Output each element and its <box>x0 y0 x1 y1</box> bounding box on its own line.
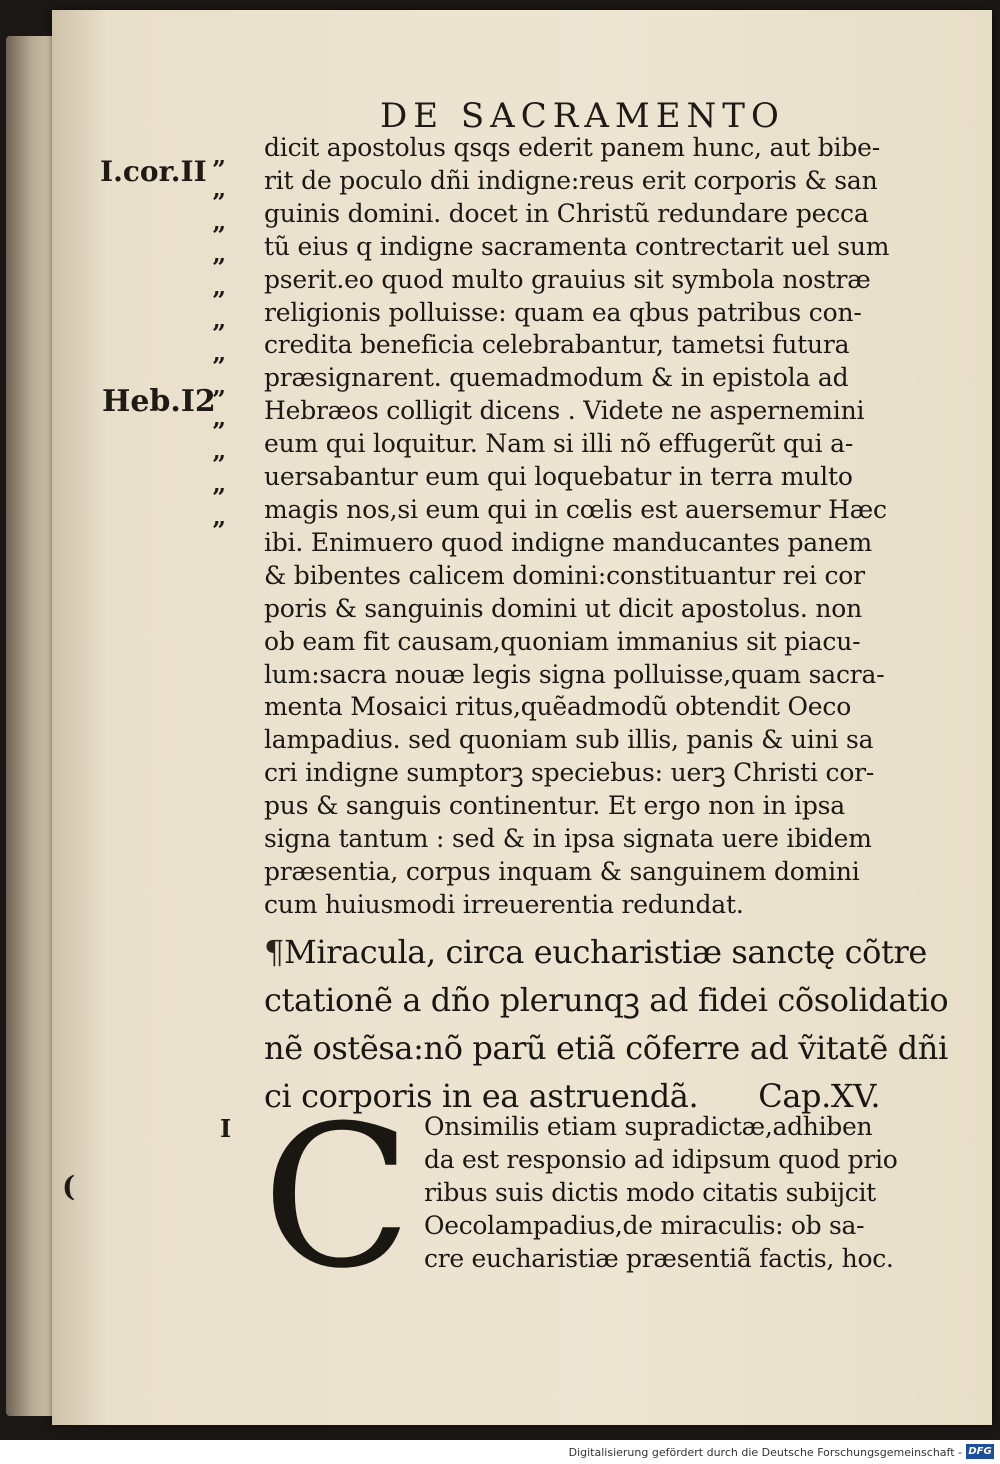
text-line: ribus suis dictis modo citatis subijcit <box>424 1178 876 1207</box>
text-line: Oecolampadius,de miraculis: ob sa- <box>424 1211 865 1240</box>
text-line: menta Mosaici ritus,quẽadmodũ obtendit Oeco <box>264 692 852 722</box>
quote-mark: ” <box>212 417 226 447</box>
margin-mark: I <box>220 1114 232 1143</box>
text-line: Hebræos colligit dicens . Videte ne aspernemini <box>264 396 865 426</box>
quote-mark: ” <box>212 318 226 348</box>
quote-mark: ” <box>212 286 226 316</box>
text-line: guinis domini. docet in Christũ redundare pecca <box>264 198 869 228</box>
text-line: credita beneficia celebrabantur, tametsi futura <box>264 330 850 360</box>
quote-mark: ” <box>212 482 226 512</box>
body-text <box>264 132 944 922</box>
drop-cap-initial: C <box>262 1084 412 1312</box>
text-line: ibi. Enimuero quod indigne manducantes panem <box>264 527 872 557</box>
quote-mark: ” <box>212 515 226 545</box>
text-line: uersabantur eum qui loquebatur in terra multo <box>264 462 853 492</box>
text-line: dicit apostolus qsqs ederit panem hunc, aut bibe- <box>264 133 880 162</box>
margin-reference-hebrews: Heb.I2 <box>102 384 216 419</box>
text-line: da est responsio ad idipsum quod prio <box>424 1145 898 1174</box>
text-line: cre eucharistiæ præsentiã factis, hoc. <box>424 1244 894 1273</box>
text-line: cri indigne sumptorꝫ speciebus: uerꝫ Christi cor- <box>264 758 875 788</box>
running-head: DE SACRAMENTO <box>380 96 785 136</box>
quote-mark: ” <box>212 220 226 250</box>
margin-mark-left: ( <box>62 1170 76 1203</box>
quotation-marks-column <box>212 155 252 552</box>
text-line: tũ eius q indigne sacramenta contrectarit uel sum <box>264 231 890 261</box>
heading-line: nẽ ostẽsa:nõ parũ etiã cõferre ad ṽitatẽ dñi <box>264 1029 948 1067</box>
paragraph-mark-icon: ¶ <box>264 933 284 971</box>
text-line: & bibentes calicem domini:constituantur rei cor <box>264 560 865 590</box>
chapter-number: Cap.XV. <box>758 1077 881 1115</box>
text-line: cum huiusmodi irreuerentia redundat. <box>264 889 744 919</box>
text-line: lum:sacra nouæ legis signa polluisse,quam sacra- <box>264 659 885 689</box>
heading-line-text: ci corporis in ea astruendã. <box>264 1077 699 1115</box>
text-line: rit de poculo dñi indigne:reus erit corporis & san <box>264 165 878 195</box>
chapter-opening-text <box>424 1110 944 1275</box>
text-line: Onsimilis etiam supradictæ,adhiben <box>424 1112 873 1141</box>
funding-credit: Digitalisierung gefördert durch die Deutsche Forschungsgemeinschaft - <box>568 1446 962 1459</box>
text-line: pus & sanguis continentur. Et ergo non in ipsa <box>264 791 845 821</box>
text-line: poris & sanguinis domini ut dicit apostolus. non <box>264 593 863 623</box>
text-line: ob eam fit causam,quoniam immanius sit piacu- <box>264 626 861 656</box>
quote-mark: ” <box>212 253 226 283</box>
text-line: præsignarent. quemadmodum & in epistola ad <box>264 363 849 393</box>
text-line: pserit.eo quod multo grauius sit symbola nostræ <box>264 264 871 294</box>
margin-reference-corinthians: I.cor.II <box>100 155 207 188</box>
text-line: magis nos,si eum qui in cœlis est auersemur Hæc <box>264 494 887 524</box>
text-line: religionis polluisse: quam ea qbus patribus con- <box>264 297 862 327</box>
quote-mark: ” <box>212 450 226 480</box>
quote-mark: ” <box>212 351 226 381</box>
text-line: signa tantum : sed & in ipsa signata uere ibidem <box>264 824 872 854</box>
quote-mark: ” <box>212 155 226 184</box>
text-line: præsentia, corpus inquam & sanguinem domini <box>264 856 860 886</box>
text-line: eum qui loquitur. Nam si illi nõ effugerũt qui a- <box>264 429 854 459</box>
heading-line-text: Miracula, circa eucharistiæ sanctę cõtre <box>283 933 927 971</box>
text-line: lampadius. sed quoniam sub illis, panis & uini sa <box>264 725 874 755</box>
heading-line: ctationẽ a dño plerunqꝫ ad fidei cõsolidatio <box>264 981 949 1019</box>
quote-mark: ” <box>212 187 226 217</box>
dfg-logo: DFG <box>966 1444 994 1459</box>
quote-mark: ” <box>212 384 226 414</box>
heading-line <box>264 928 954 976</box>
